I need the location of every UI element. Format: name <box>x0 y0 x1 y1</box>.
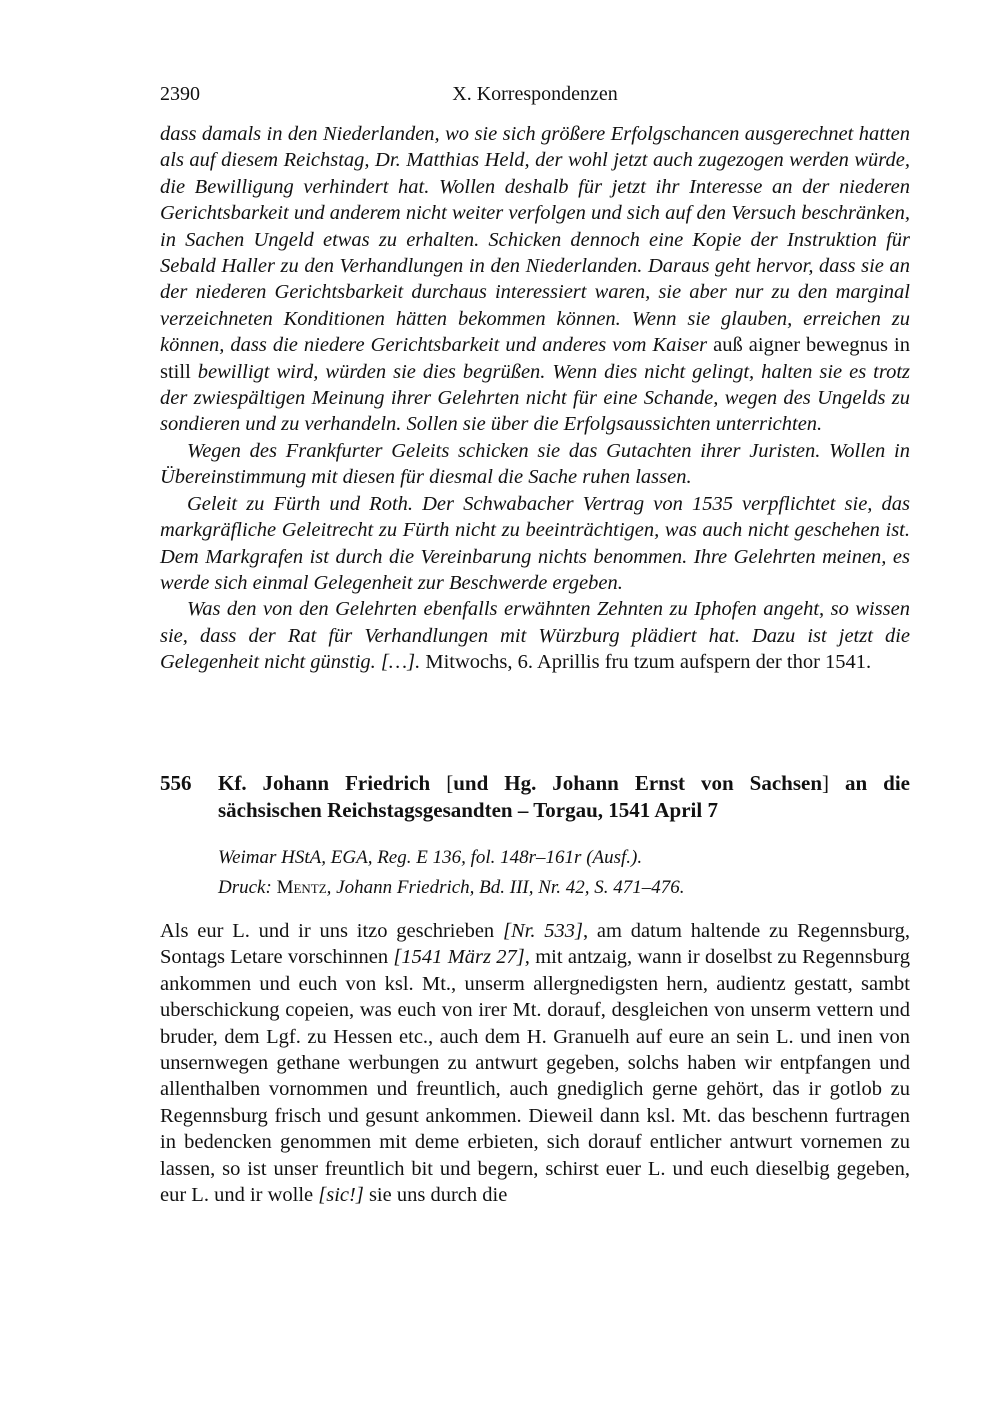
page-number: 2390 <box>160 83 200 105</box>
running-title: X. Korrespondenzen <box>452 83 618 105</box>
body-paragraph: Als eur L. und ir uns itzo geschrieben [Nr. 533], am datum haltende zu Regennsburg, Sontags Letare vorschinnen [1541 März 27], mit antzaig, wann ir doselbst zu Regennsburg ankommen und euch von ksl. Mt., unserm allergnedigsten hern, audientz gestatt, sambt uberschickung copeien, was euch von irer Mt. dorauf, desgleichen von unserm vettern und bruder, dem Lgf. zu Hessen etc., auch dem H. Granuelh auf eure an sein L. und inen von unsernwegen gethane werbungen zu antwurt gegeben, solchs haben wir entpfangen und allenthalben vornommen und freuntlich, auch gnediglich gerne gehört, das ir gotlob zu Regennsburg frisch und gesunt ankommen. Dieweil dann ksl. Mt. das beschenn furtragen in bedencken genommen mit deme erbieten, sich dorauf entlicher antwurt vornemen zu lassen, so ist unser freuntlich bit und begern, schirst euer L. und euch dieselbig gegeben, eur L. und ir wolle [sic!] sie uns durch die <box>160 920 911 1207</box>
summary-paragraph: dass damals in den Niederlanden, wo sie sich größere Erfolgschancen ausgerechnet hatten als auf diesem Reichstag, Dr. Matthias Held, der wohl jetzt auch zugezogen werden würde, die Bewilligung verhindert hat. Wollen deshalb für jetzt ihr Interesse an der niederen Gerichtsbarkeit und anderem nicht weiter verfolgen und sich auf den Versuch beschränken, in Sachen Ungeld etwas zu erhalten. Schicken dennoch eine Kopie der Instruktion für Sebald Haller zu den Verhandlungen in den Niederlanden. Daraus geht hervor, dass sie an der niederen Gerichtsbarkeit durchaus interessiert waren, sie aber nur zu den marginal verzeichneten Konditionen hätten bekommen können. Wenn sie glauben, erreichen zu können, dass die niedere Gerichtsbarkeit und anderes vom Kaiser auß aigner bewegnus in still bewilligt wird, würden sie dies begrüßen. Wenn dies nicht gelingt, halten sie es trotz der zwiespältigen Meinung ihrer Gelehrten nicht für eine Schande, wegen des Ungelds zu sondieren und zu verhandeln. Sollen sie über die Erfolgsaussichten unterrichten. <box>160 123 911 436</box>
print-reference: Druck: Mentz, Johann Friedrich, Bd. III, Nr. 42, S. 471–476. <box>218 877 685 898</box>
summary-paragraph: Was den von den Gelehrten ebenfalls erwähnten Zehnten zu Iphofen angeht, so wissen sie, dass der Rat für Verhandlungen mit Würzburg plädiert hat. Dazu ist jetzt die Gelegenheit nicht günstig. […]. Mitwochs, 6. Aprillis fru tzum aufspern der thor 1541. <box>160 598 910 674</box>
summary-paragraph: Wegen des Frankfurter Geleits schicken sie das Gutachten ihrer Juristen. Wollen in Übereinstimmung mit diesen für diesmal die Sache ruhen lassen. <box>160 439 910 489</box>
summary-paragraph: Geleit zu Fürth und Roth. Der Schwabacher Vertrag von 1535 verpflichtet sie, das markgräfliche Geleitrecht zu Fürth nicht zu beeinträchtigen, was auch nicht geschehen ist. Dem Markgrafen ist durch die Vereinbarung nichts benommen. Ihre Gelehrten meinen, es werde sich einmal Gelegenheit zur Beschwerde ergeben. <box>160 492 910 594</box>
page-header <box>160 80 910 108</box>
entry-number: 556 <box>160 771 192 795</box>
entry-title: Kf. Johann Friedrich [und Hg. Johann Ernst von Sachsen] an die sächsischen Reichstagsgesandten – Torgau, 1541 April 7 <box>218 771 910 822</box>
document-text <box>160 918 910 1208</box>
document-entry-heading <box>160 770 910 824</box>
archive-reference: Weimar HStA, EGA, Reg. E 136, fol. 148r–161r (Ausf.). <box>218 847 643 868</box>
source-references <box>218 843 910 903</box>
regest-summary <box>160 121 910 676</box>
